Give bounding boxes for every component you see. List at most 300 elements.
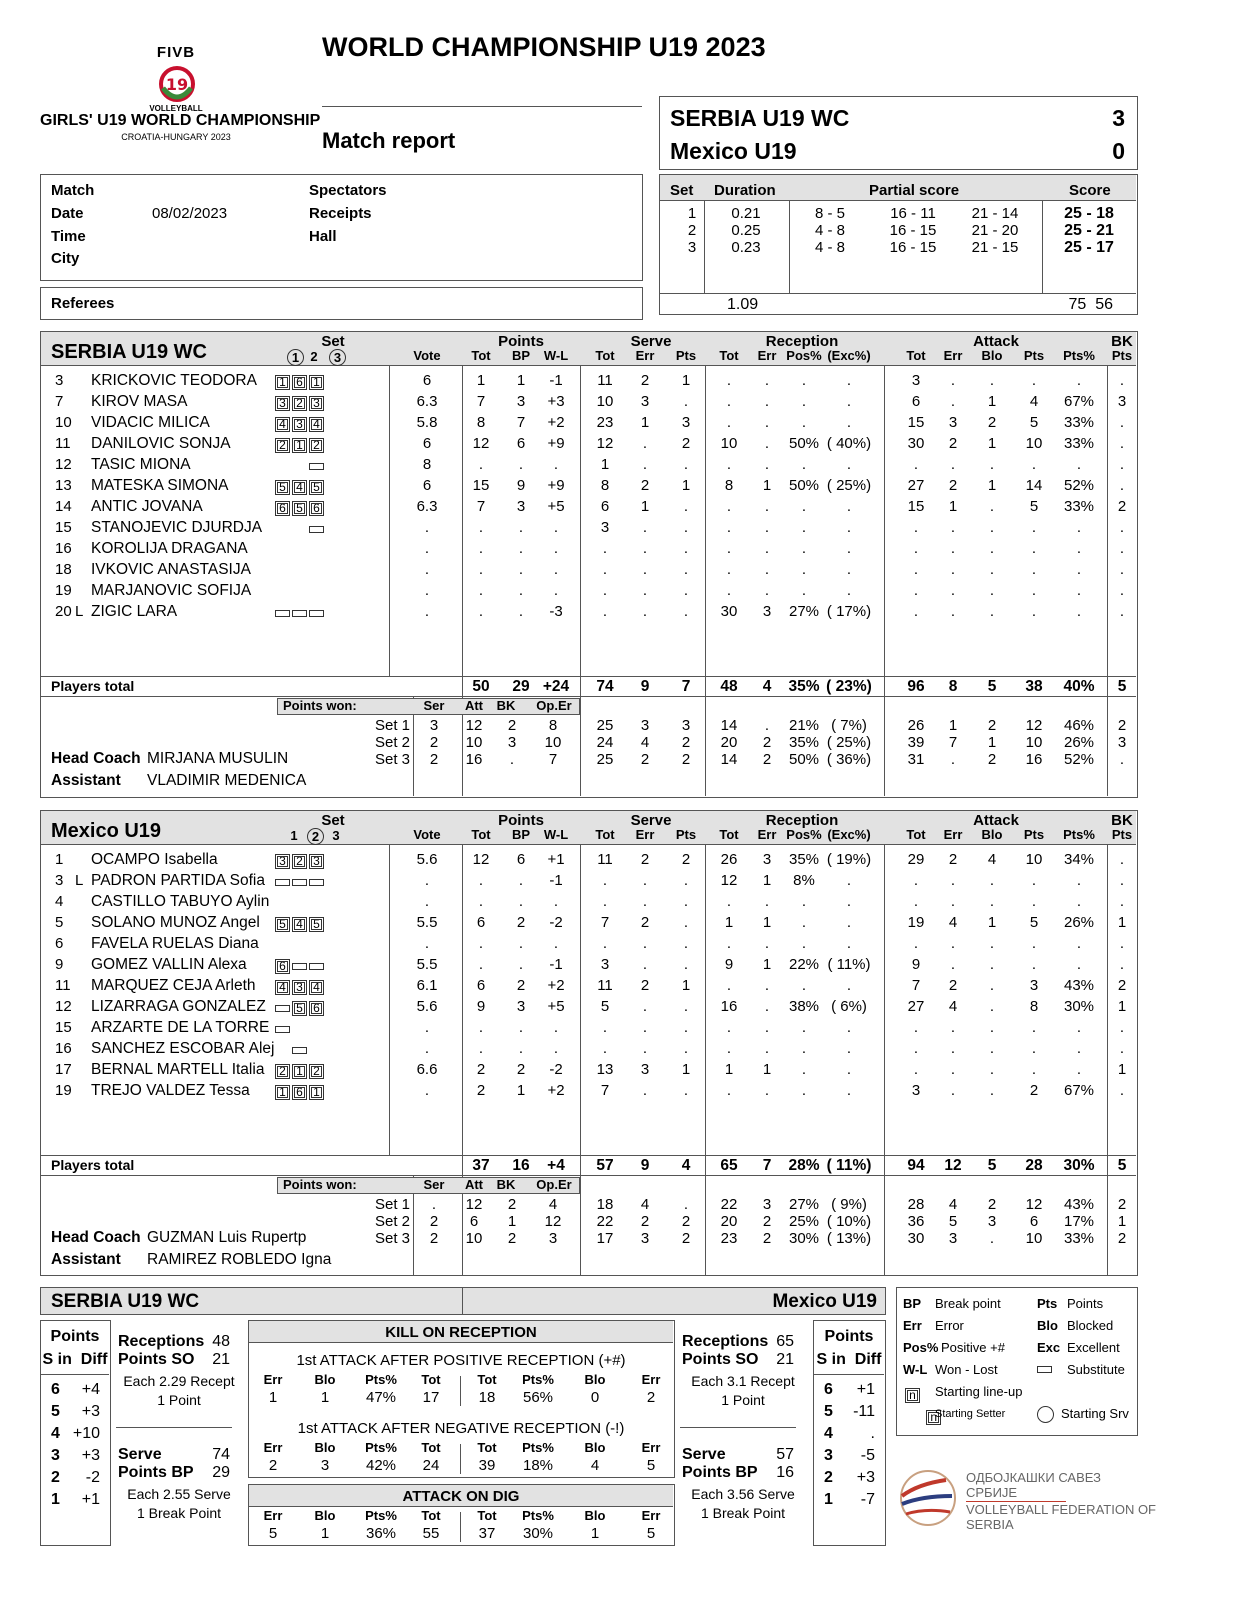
team_a-player-no: 15 [55, 519, 72, 536]
team_b-title: Mexico U19 [51, 820, 162, 842]
team_a-set-at: 31 [907, 751, 925, 768]
team_a-player-ap: 5 [1029, 498, 1039, 515]
team_b-set-ser: 2 [429, 1230, 439, 1247]
team_b-set-label: Set 3 [374, 1230, 410, 1247]
team_a-player-sp: . [683, 582, 689, 599]
starting-position-box: 5 [275, 480, 290, 495]
pos-val-0: 1 [268, 1389, 278, 1406]
team_b-set-label: Set 1 [374, 1196, 410, 1213]
team_a-player-sp: 2 [681, 435, 691, 452]
team_a-set-bkp: 3 [1117, 734, 1127, 751]
set-2-p2: 16 - 15 [889, 222, 937, 239]
team_b-player-se: . [642, 935, 648, 952]
team_b-player-no: 16 [55, 1040, 72, 1057]
team_a-set-rp: 21% [788, 717, 820, 734]
dig-val-7: 5 [646, 1525, 656, 1542]
team_a-player-ap: 4 [1029, 393, 1039, 410]
total-score: 75 56 [1068, 296, 1113, 313]
team_b-set-rp: 27% [788, 1196, 820, 1213]
team_b-player-sets [275, 999, 326, 1016]
team_a-head-coach-label: Head Coach [51, 750, 141, 767]
team_a-player-no: 11 [55, 435, 71, 452]
team_b-set-ser: 2 [429, 1213, 439, 1230]
team_b-player-vote: . [424, 872, 430, 889]
team-b-rotation-box [813, 1320, 886, 1546]
rotation-setter-pos: 2 [824, 1469, 833, 1486]
team_b-player-pt: 2 [476, 1061, 486, 1078]
team_b-player-bp: . [518, 872, 524, 889]
team_b-player-rp: 8% [793, 872, 815, 889]
team_a-sh-sp: Pts [675, 348, 697, 363]
team_b-player-pt: . [478, 935, 484, 952]
team_a-player-vote: 6 [422, 477, 432, 494]
substitute-icon [275, 1026, 290, 1033]
team_b-player-name: FAVELA RUELAS Diana [91, 935, 259, 952]
team_b-player-bp: 1 [516, 1082, 526, 1099]
starting-position-box: 6 [275, 501, 290, 516]
team_a-player-ae: 1 [948, 498, 958, 515]
team_b-player-ae: 4 [948, 998, 958, 1015]
team_a-set-bkp: 2 [1117, 717, 1127, 734]
fivb-logo [40, 42, 321, 147]
dig-val-5: 30% [522, 1525, 554, 1542]
team_a-player-bk: . [1119, 519, 1125, 536]
team_b-player-at: 29 [907, 851, 925, 868]
team_b-player-bp: 2 [516, 914, 526, 931]
team_a-player-ab: . [989, 540, 995, 557]
team_a-player-vote: 6.3 [416, 393, 438, 410]
team_a-player-rt: . [726, 582, 732, 599]
team_b-player-apc: 26% [1063, 914, 1095, 931]
starting-position-box: 2 [309, 1064, 324, 1079]
team_a-player-name: STANOJEVIC DJURDJA [91, 519, 263, 536]
referees-box [40, 287, 643, 320]
team_b-player-st: . [602, 1040, 608, 1057]
kill-h-4: Tot [477, 1440, 497, 1455]
team-a-sets: 3 [1112, 105, 1125, 131]
team_a-set-label: Set 2 [374, 734, 410, 751]
team_a-player-name: MARJANOVIC SOFIJA [91, 582, 252, 599]
team_a-set-ap: 12 [1025, 717, 1043, 734]
team_a-player-se: 1 [640, 414, 650, 431]
team_a-set-st: 25 [596, 751, 614, 768]
team_a-player-rx: ( 25%) [826, 477, 872, 494]
pos-val-4: 18 [478, 1389, 496, 1406]
team_a-player-at: . [913, 456, 919, 473]
team_b-player-rt: . [726, 1019, 732, 1036]
team_a-player-bp: 1 [516, 372, 526, 389]
team_b-player-no: 4 [55, 893, 64, 910]
summary-team-b: Mexico U19 [772, 1291, 877, 1312]
team_b-set-att: 12 [465, 1196, 483, 1213]
team_a-player-ab: 1 [987, 435, 997, 452]
kill-h-6: Blo [584, 1372, 606, 1387]
team_b-player-ab: . [989, 1040, 995, 1057]
team_a-player-apc: 52% [1063, 477, 1095, 494]
team_a-player-rp: . [801, 372, 807, 389]
team_b-player-rp: . [801, 914, 807, 931]
team_a-player-se: 2 [640, 477, 650, 494]
team_a-set-bkp: . [1119, 751, 1125, 768]
set-3-dur: 0.23 [731, 239, 761, 256]
team_b-player-bp: 3 [516, 998, 526, 1015]
team_b-total-ae: 12 [944, 1157, 962, 1174]
team_a-h-bk: BK [1111, 333, 1133, 350]
team_b-set-rt: 23 [720, 1230, 738, 1247]
team_b-player-ab: . [989, 872, 995, 889]
team_a-player-bp: 3 [516, 498, 526, 515]
team_b-player-at: 27 [907, 998, 925, 1015]
team_a-player-pt: 7 [476, 393, 486, 410]
team_a-set-se: 2 [640, 751, 650, 768]
page-title: WORLD CHAMPIONSHIP U19 2023 [322, 32, 766, 62]
rotation-setter-pos: 6 [51, 1381, 60, 1398]
set-1-p3: 21 - 14 [971, 205, 1019, 222]
team_a-player-ap: 5 [1029, 414, 1039, 431]
date-value: 08/02/2023 [152, 205, 228, 222]
team_b-player-vote: . [424, 1040, 430, 1057]
team_b-player-ab: . [989, 893, 995, 910]
team_a-player-sp: 3 [681, 414, 691, 431]
team_a-player-re: . [764, 435, 770, 452]
team_b-player-bk: . [1119, 1040, 1125, 1057]
team_b-player-wl: . [553, 935, 559, 952]
attack-on-dig-box [248, 1484, 675, 1546]
starting-position-box: 1 [292, 1064, 307, 1079]
team_a-player-vote: . [424, 582, 430, 599]
team_b-set-op: 4 [548, 1196, 558, 1213]
team_b-player-wl: -1 [549, 872, 563, 889]
team_a-player-rp: . [801, 498, 807, 515]
team_b-player-name: SOLANO MUNOZ Angel [91, 914, 260, 931]
rotation-diff: +1 [81, 1491, 100, 1508]
team_a-player-re: . [764, 582, 770, 599]
team_b-player-sp: 2 [681, 851, 691, 868]
team_a-player-apc: . [1076, 603, 1082, 620]
starting-position-box: 4 [309, 417, 324, 432]
starting-position-box: 4 [292, 917, 307, 932]
team_b-set-att: 6 [469, 1213, 479, 1230]
team_a-player-ap: . [1031, 582, 1037, 599]
team_b-player-ap: 5 [1029, 914, 1039, 931]
team_a-player-wl: -3 [549, 603, 563, 620]
team_b-player-apc: 67% [1063, 1082, 1095, 1099]
team_b-player-se: . [642, 998, 648, 1015]
dig-val-6: 1 [590, 1525, 600, 1542]
team_a-set-re: 2 [762, 734, 772, 751]
team_a-player-vote: . [424, 519, 430, 536]
team_b-player-at: 3 [911, 1082, 921, 1099]
team_a-player-rp: 27% [788, 603, 820, 620]
team_b-player-rx: . [846, 893, 852, 910]
rot-a-sdiff-label: S in Diff [42, 1351, 108, 1368]
team_a-player-bk: 3 [1117, 393, 1127, 410]
team_b-player-apc: 34% [1063, 851, 1095, 868]
team_a-pw-op: Op.Er [536, 698, 572, 713]
team_b-player-apc: 43% [1063, 977, 1095, 994]
team_a-set-ab: 1 [987, 734, 997, 751]
team_a-sh-se: Err [635, 348, 655, 363]
team_b-player-st: 7 [600, 1082, 610, 1099]
team_a-player-re: . [764, 540, 770, 557]
team_a-set-apc: 26% [1063, 734, 1095, 751]
team_a-player-bp: . [518, 603, 524, 620]
set-3-score: 25 - 17 [1064, 239, 1114, 256]
kill-h-1: Blo [314, 1440, 336, 1455]
team_b-player-pt: 12 [472, 851, 490, 868]
rotation-diff: -2 [85, 1469, 100, 1486]
team_b-player-rp: . [801, 893, 807, 910]
starting-position-box: 2 [292, 396, 307, 411]
team_b-set-ap: 10 [1025, 1230, 1043, 1247]
team_a-total-apc: 40% [1063, 678, 1095, 695]
team_b-h-reception: Reception [765, 812, 839, 829]
team_a-set-bk: 2 [507, 717, 517, 734]
team_b-set-bk: 2 [507, 1230, 517, 1247]
team_a-player-ae: . [950, 372, 956, 389]
team_a-set-ap: 10 [1025, 734, 1043, 751]
b-bp-label: Points BP [682, 1464, 758, 1481]
legend-exc-key: Exc [1037, 1340, 1061, 1355]
rot-b-points-label: Points [824, 1328, 874, 1345]
team_a-player-re: . [764, 561, 770, 578]
starting-position-box: 1 [292, 438, 307, 453]
team_a-player-vote: 6.3 [416, 498, 438, 515]
team_b-player-at: . [913, 1040, 919, 1057]
team_b-player-ab: . [989, 1019, 995, 1036]
team_a-player-rx: ( 40%) [826, 435, 872, 452]
legend-pts: Points [1067, 1296, 1104, 1311]
team_a-total-bp: 29 [512, 678, 530, 695]
starting-position-box: 6 [275, 959, 290, 974]
team_b-player-ap: . [1031, 956, 1037, 973]
team_b-player-rp: . [801, 1019, 807, 1036]
team_b-total-bp: 16 [512, 1157, 530, 1174]
team_a-player-re: . [764, 498, 770, 515]
team_a-player-pt: 12 [472, 435, 490, 452]
team_a-player-sets [275, 562, 326, 579]
team_b-set-op: 3 [548, 1230, 558, 1247]
rotation-setter-pos: 4 [51, 1425, 60, 1442]
kill-h-2: Pts% [365, 1440, 397, 1455]
starting-position-box: 3 [309, 854, 324, 869]
team_a-player-re: 1 [762, 477, 772, 494]
team_b-player-sp: . [683, 935, 689, 952]
team_b-pw-bk: BK [496, 1177, 516, 1192]
team_a-player-rt: . [726, 456, 732, 473]
rotation-diff: -5 [860, 1447, 875, 1464]
page-subtitle: Match report [322, 128, 456, 153]
starting-position-box: 3 [292, 417, 307, 432]
team_a-player-bp: 3 [516, 393, 526, 410]
team_a-player-ap: . [1031, 561, 1037, 578]
team_b-set-rt: 20 [720, 1213, 738, 1230]
team_a-player-rt: . [726, 393, 732, 410]
legend-bp: Break point [935, 1296, 1001, 1311]
starting-position-box: 3 [292, 980, 307, 995]
starting-position-box: 1 [309, 375, 324, 390]
team_a-player-at: 30 [907, 435, 925, 452]
team_a-player-se: . [642, 540, 648, 557]
team_a-player-at: . [913, 561, 919, 578]
team_b-player-sp: 1 [681, 1061, 691, 1078]
team_a-h-set-1: 1 [287, 349, 304, 366]
team_a-player-rp: . [801, 414, 807, 431]
team_b-player-bp: . [518, 935, 524, 952]
rotation-setter-pos: 5 [51, 1403, 60, 1420]
team_a-player-at: . [913, 582, 919, 599]
team_a-set-ae: . [950, 751, 956, 768]
team_b-set-re: 2 [762, 1213, 772, 1230]
team_b-player-ap: . [1031, 872, 1037, 889]
team_b-player-bk: . [1119, 1082, 1125, 1099]
team_b-player-at: . [913, 1019, 919, 1036]
team_a-player-bp: . [518, 456, 524, 473]
team_a-player-rt: . [726, 414, 732, 431]
team_b-set-at: 28 [907, 1196, 925, 1213]
team_b-player-ap: . [1031, 1040, 1037, 1057]
team_a-total-ae: 8 [948, 678, 958, 695]
team_b-player-st: 7 [600, 914, 610, 931]
set-3-p2: 16 - 15 [889, 239, 937, 256]
team_a-player-at: . [913, 519, 919, 536]
team_a-player-ae: . [950, 456, 956, 473]
team_a-set-label: Set 1 [374, 717, 410, 734]
team_b-player-ae: 4 [948, 914, 958, 931]
team_a-set-sp: 3 [681, 717, 691, 734]
team_b-set-ap: 6 [1029, 1213, 1039, 1230]
team_b-total-rt: 65 [720, 1157, 738, 1174]
team_b-player-sets [275, 1083, 326, 1100]
team_b-total-ab: 5 [987, 1157, 997, 1174]
team_a-set-ae: 1 [948, 717, 958, 734]
team_b-player-name: CASTILLO TABUYO Aylin [91, 893, 270, 910]
team_b-player-vote: 6.6 [416, 1061, 438, 1078]
team_b-player-at: . [913, 893, 919, 910]
team_b-sh-wl: W-L [543, 827, 569, 842]
team_b-player-apc: 30% [1063, 998, 1095, 1015]
team_b-total-re: 7 [762, 1157, 772, 1174]
team_a-set-ap: 16 [1025, 751, 1043, 768]
team_a-player-ap: . [1031, 372, 1037, 389]
team_a-set-ab: 2 [987, 717, 997, 734]
team_a-player-apc: 33% [1063, 435, 1095, 452]
team_a-player-sets [275, 436, 326, 453]
team_b-player-re: . [764, 998, 770, 1015]
team_a-set-se: 3 [640, 717, 650, 734]
b-serve: 57 [776, 1446, 794, 1463]
team_a-pw-att: Att [464, 698, 484, 713]
team_a-player-sets [275, 394, 326, 411]
team_b-total-pt: 37 [472, 1157, 490, 1174]
team_b-player-sets [275, 1041, 326, 1058]
team_a-player-re: . [764, 414, 770, 431]
b-serve-label: Serve [682, 1446, 726, 1463]
team_b-player-st: . [602, 872, 608, 889]
team_a-player-pt: 15 [472, 477, 490, 494]
kill-h-6: Blo [584, 1508, 606, 1523]
team_b-sh-vote: Vote [413, 827, 441, 842]
team_b-set-bkp: 1 [1117, 1213, 1127, 1230]
team_b-player-st: 5 [600, 998, 610, 1015]
rotation-diff: +4 [81, 1381, 100, 1398]
team_b-player-ab: . [989, 998, 995, 1015]
team_a-player-sp: . [683, 540, 689, 557]
neg-val-0: 2 [268, 1457, 278, 1474]
team_a-player-name: KIROV MASA [91, 393, 188, 410]
team_b-player-wl: +2 [547, 1082, 565, 1099]
team_a-player-wl: +9 [547, 435, 565, 452]
starting-position-box: 1 [309, 1085, 324, 1100]
team_a-player-re: . [764, 456, 770, 473]
team_b-h-bk: BK [1111, 812, 1133, 829]
pos-val-2: 47% [365, 1389, 397, 1406]
team_a-player-rp: 50% [788, 477, 820, 494]
team_b-h-set-3: 3 [332, 828, 340, 843]
team_a-set-sp: 2 [681, 734, 691, 751]
team_a-player-no: 18 [55, 561, 72, 578]
team_a-player-rt: 8 [724, 477, 734, 494]
team_b-set-at: 36 [907, 1213, 925, 1230]
team_a-set-att: 12 [465, 717, 483, 734]
team_a-player-name: ZIGIC LARA [91, 603, 178, 620]
team_b-player-no: 11 [55, 977, 71, 994]
team_a-player-ab: . [989, 372, 995, 389]
team_a-player-ae: 3 [948, 414, 958, 431]
team_b-player-rp: . [801, 1061, 807, 1078]
team_b-player-st: 11 [597, 851, 613, 868]
team_a-player-no: 3 [55, 372, 64, 389]
team_a-player-bp: 6 [516, 435, 526, 452]
team_b-total-bk: 5 [1117, 1157, 1127, 1174]
team_a-player-st: 12 [596, 435, 614, 452]
team_b-player-re: . [764, 1019, 770, 1036]
team_b-set-st: 22 [596, 1213, 614, 1230]
team_a-player-bk: . [1119, 372, 1125, 389]
team_a-pw-ser: Ser [423, 698, 445, 713]
team_a-player-vote: 6 [422, 435, 432, 452]
b-bp: 16 [776, 1464, 794, 1481]
date-label: Date [51, 205, 84, 222]
team_b-player-rt: . [726, 1082, 732, 1099]
team_a-player-name: IVKOVIC ANASTASIJA [91, 561, 251, 578]
starting-position-box: 5 [309, 480, 324, 495]
starting-position-box: 5 [275, 917, 290, 932]
set-1-set: 1 [687, 205, 697, 222]
team_a-h-set: Set [321, 333, 345, 350]
team_b-set-ser: . [431, 1196, 437, 1213]
emblem-title: GIRLS' U19 WORLD CHAMPIONSHIP [40, 112, 321, 129]
a-serve: 74 [212, 1446, 230, 1463]
team_b-pw-ser: Ser [423, 1177, 445, 1192]
a-so: 21 [212, 1351, 230, 1368]
team_b-player-re: 1 [762, 914, 772, 931]
team_b-player-sp: . [683, 872, 689, 889]
team_a-player-no: 20 [55, 603, 72, 620]
team_b-player-no: 3 [55, 872, 64, 889]
team_a-player-bp: . [518, 540, 524, 557]
team_a-player-rp: . [801, 582, 807, 599]
set-1-score: 25 - 18 [1064, 205, 1114, 222]
neg-val-3: 24 [422, 1457, 440, 1474]
team_b-player-name: OCAMPO Isabella [91, 851, 218, 868]
team_a-player-st: 6 [600, 498, 610, 515]
team_a-player-apc: . [1076, 582, 1082, 599]
rotation-setter-pos: 2 [51, 1469, 60, 1486]
team_b-player-rt: 1 [724, 914, 734, 931]
team_a-player-pt: 7 [476, 498, 486, 515]
team_a-player-rx: . [846, 393, 852, 410]
